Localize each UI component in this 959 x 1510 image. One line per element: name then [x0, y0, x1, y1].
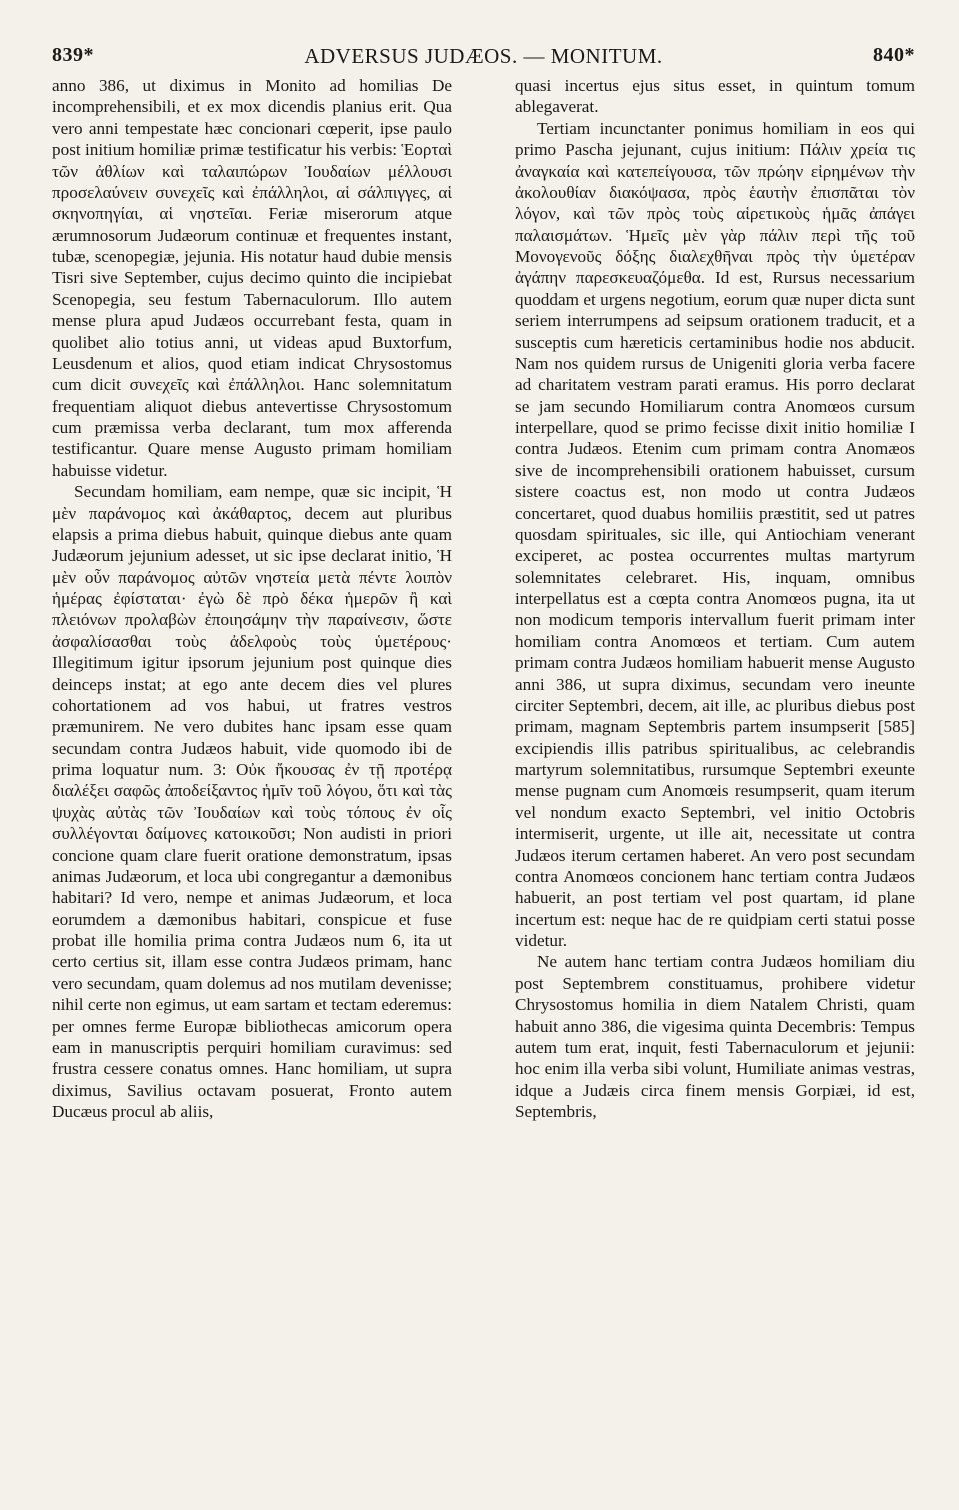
right-paragraph-2: Tertiam incunctanter ponimus homiliam in eos qui primo Pascha jejunant, cujus initium: Πάλιν χρεία τις ἀναγκαία καὶ κατεπείγουσα, τῶν πρώην εἰρημένων τὴν ἀκολουθίαν διακόψασα, πρὸς ἑαυτὴν ἐπισπᾶται τὸν λόγον, καὶ τῶν πρὸς τοὺς αἱρετικοὺς ἡμᾶς ἀπάγει παλαισμάτων. Ἡμεῖς μὲν γὰρ πάλιν περὶ τῆς τοῦ Μονογενοῦς δόξης διαλεχθῆναι πρὸς τὴν ὑμετέραν ἀγάπην παρεσκευαζόμεθα. Id est, Rursus necessarium quoddam et urgens negotium, eorum quæ nuper dicta sunt seriem interrumpens ad seipsum orationem traducit, et a susceptis cum hæreticis certaminibus hodie nos abducit. Nam nos quidem rursus de Unigeniti gloria verba facere ad charitatem vestram parati eramus. His porro declarat se jam secundo Homiliarum contra Anomœos cursum interpellare, quod se primo fecisse dixit initio homiliæ I contra Judæos. Etenim cum primam contra Anomæos sive de incomprehensibili orationem habuisset, cursum sistere coactus est, non modo ut contra Judæos concertaret, quod duabus homiliis præstitit, sed ut patres quosdam spirituales, sic ille, qui Antiochiam venerant exciperet, ac postea occurrentes multas martyrum solemnitates celebraret. His, inquam, omnibus interpellatus est a cœpta contra Anomœos pugna, ita ut non modicum temporis intervallum fuerit primam inter homiliam contra Anomœos et tertiam. Cum autem primam contra Judæos homiliam habuerit mense Augusto anni 386, ut supra diximus, secundam vero ineunte circiter Septembri, decem, ait ille, ac pluribus diebus post primam, magnam Septembris partem insumpserit [585] excipiendis illis patribus spiritualibus, ac celebrandis martyrum solemnitatibus, rursumque Septembri exeunte mense pugnam cum Anomœis resumpserit, quam iterum vel nondum exacto Septembri, vel initio Octobris intermiserit, urgente, ut ille ait, necessitate ut contra Judæos iterum certamen haberet. An vero post secundam contra Anomœos concionem hanc tertiam contra Judæos habuerit, an post tertiam vel post quartam, id plane incertum est: neque hac de re quidpiam certi statui posse videtur. — [515, 118, 915, 950]
left-paragraph-2: Secundam homiliam, eam nempe, quæ sic incipit, Ἡ μὲν παράνομος καὶ ἀκάθαρτος, decem aut pluribus elapsis a prima diebus habuit, quinque diebus ante quam Judæorum jejunium adesset, ut sic ipse declarat initio, Ἡ μὲν οὖν παράνομος αὐτῶν νηστεία μετὰ πέντε λοιπὸν ἡμέρας ἐφίσταται· ἐγὼ δὲ πρὸ δέκα ἡμερῶν ἢ καὶ πλειόνων προλαβὼν ἐποιησάμην τὴν παραίνεσιν, ὥστε ἀσφαλίσασθαι τοὺς ἀδελφοὺς τοὺς ὑμετέρους· Illegitimum igitur ipsorum jejunium post quinque dies deinceps instat; at ego ante decem dies vel plures cohortationem ad vos habui, ut fratres vestros præmunirem. Ne vero dubites hanc ipsam esse quam secundam contra Judæos habuit, vide quomodo ibi de prima loquatur num. 3: Οὐκ ἤκουσας ἐν τῇ προτέρᾳ διαλέξει σαφῶς ἀποδείξαντος ἡμῖν τοῦ λόγου, ὅτι καὶ τὰς ψυχὰς αὐτὰς τῶν Ἰουδαίων καὶ τοὺς τόπους ἐν οἷς συλλέγονται δαίμονες κατοικοῦσι; Non audisti in priori concione quam clare fuerit oratione demonstratum, ipsas animas Judæorum, et loca ubi congregantur a dæmonibus habitari? Id vero, nempe et animas Judæorum, et loca eorumdem a dæmonibus habitari, conspicue et fuse probat ille homilia prima contra Judæos num 6, ita ut certo certius sit, illam esse contra Judæos primam, hanc vero secundam, quam dolemus ad nos mutilam devenisse; nihil certe non egimus, ut eam sartam et tectam ederemus: per omnes ferme Europæ bibliothecas amicorum opera eam in manuscriptis perquiri homiliam curavimus: sed frustra cessere conatus omnes. Hanc homiliam, ut supra diximus, Savilius octavam posuerat, Fronto autem Ducæus procul ab aliis, — [52, 482, 452, 1121]
left-column — [52, 75, 452, 1500]
running-header — [52, 22, 915, 68]
running-title: ADVERSUS JUDÆOS. — MONITUM. — [304, 44, 663, 68]
right-page-number: 840* — [873, 44, 915, 66]
left-page-number: 839* — [52, 44, 94, 66]
right-paragraph-1: quasi incertus ejus situs esset, in quintum tomum ablegaverat. — [515, 76, 915, 117]
right-paragraph-3: Ne autem hanc tertiam contra Judæos homiliam diu post Septembrem constituamus, prohibere videtur Chrysostomus homilia in diem Natalem Christi, quam habuit anno 386, die vigesima quinta Decembris: Tempus autem tum erat, inquit, festi Tabernaculorum et jejunii: hoc enim illa verba sibi volunt, Humiliate animas vestras, idque a Judæis circa finem mensis Gorpiæi, id est, Septembris, — [515, 952, 915, 1121]
text-columns — [52, 75, 915, 1500]
left-paragraph-1: anno 386, ut diximus in Monito ad homilias De incomprehensibili, et ex mox dicendis planius erit. Qua vero anni tempestate hæc concionari cœperit, ipse paulo post initium homiliæ primæ testificatur his verbis: Ἑορταὶ τῶν ἀθλίων καὶ ταλαιπώρων Ἰουδαίων μέλλουσι προσελαύνειν συνεχεῖς καὶ ἐπάλληλοι, αἱ σάλπιγγες, αἱ σκηνοπηγίαι, αἱ νηστεῖαι. Feriæ miserorum atque ærumnosorum Judæorum continuæ et frequentes instant, tubæ, scenopegiæ, jejunia. His notatur haud dubie mensis Tisri sive September, cujus decimo quinto die incipiebat Scenopegia, seu festum Tabernaculorum. Illo autem mense plura apud Judæos occurrebant festa, quam in quolibet alio totius anni, ut videas apud Buxtorfum, Leusdenum et alios, quod etiam indicat Chrysostomus cum dicit συνεχεῖς καὶ ἐπάλληλοι. Hanc solemnitatum frequentiam aliquot diebus antevertisse Chrysostomum cum præmissa verba declarant, tum mox afferenda testificantur. Quare mense Augusto primam homiliam habuisse videtur. — [52, 76, 452, 480]
right-column — [515, 75, 915, 1500]
